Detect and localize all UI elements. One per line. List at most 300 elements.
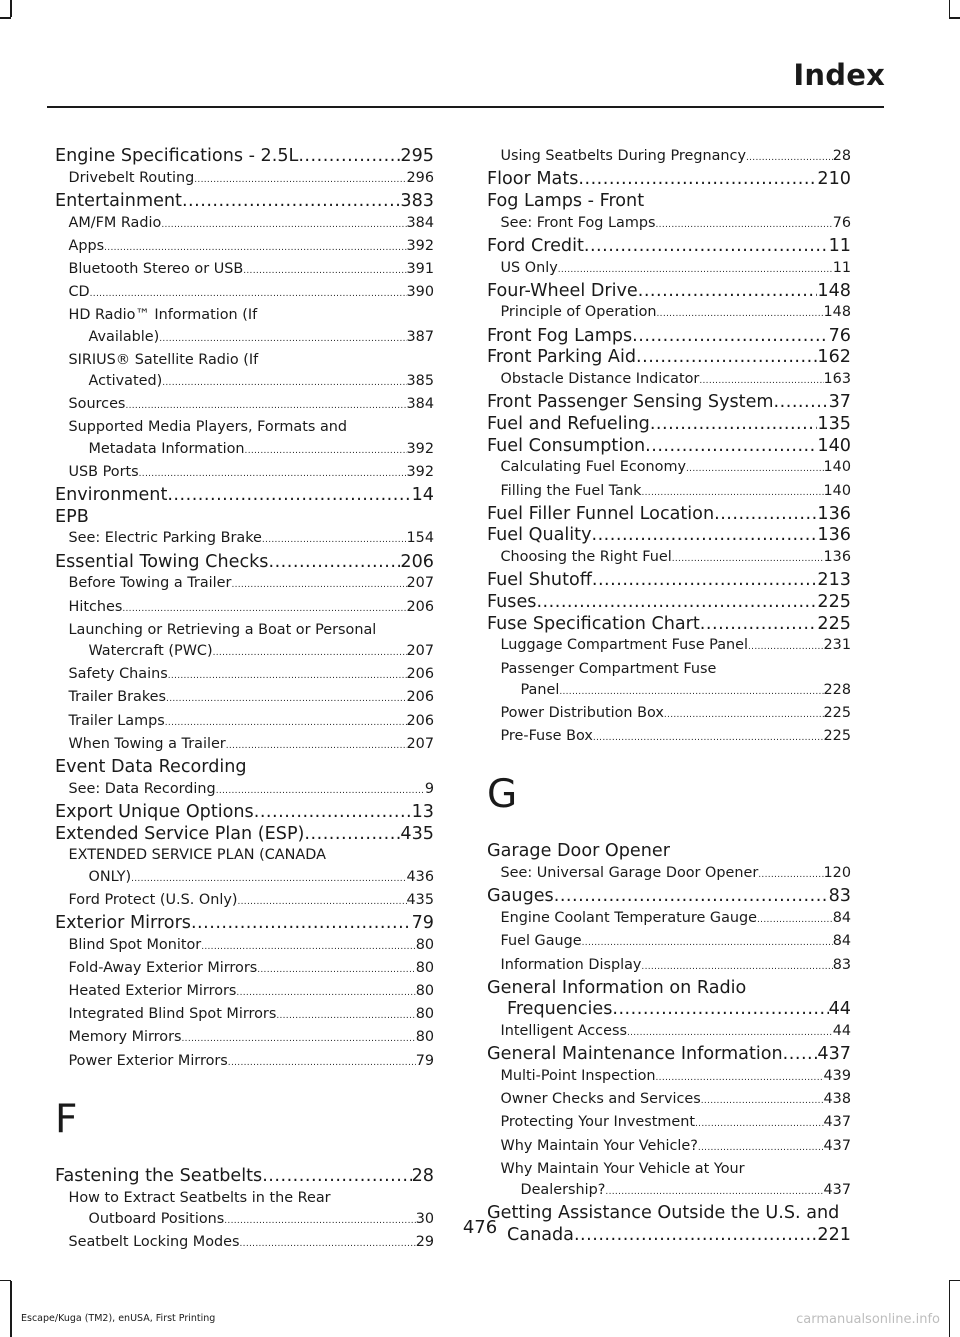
index-subentry <box>55 1004 434 1027</box>
entry-label: Intelligent Access <box>500 1023 627 1040</box>
dot-leader <box>194 168 406 191</box>
dot-leader <box>125 394 406 417</box>
index-entry <box>487 570 851 592</box>
dot-leader <box>276 1004 415 1027</box>
entry-label: Information Display <box>500 956 642 973</box>
page-ref: 136 <box>823 549 851 566</box>
page-ref: 30 <box>415 1210 434 1227</box>
dot-leader <box>161 213 406 236</box>
entry-label: Memory Mirrors <box>68 1029 182 1046</box>
index-column-left <box>55 146 434 1255</box>
dot-leader <box>298 146 400 168</box>
index-subentry <box>55 394 434 417</box>
dot-leader <box>699 369 823 392</box>
dot-leader <box>632 326 828 348</box>
dot-leader <box>558 258 833 281</box>
page-title: Index <box>793 58 885 92</box>
index-subentry <box>55 168 434 191</box>
entry-label: Entertainment <box>55 190 182 211</box>
index-entry <box>487 592 851 614</box>
entry-label: Using Seatbelts During Pregnancy <box>500 148 746 164</box>
entry-label: Fuse Specification Chart <box>487 613 700 634</box>
index-subentry <box>487 659 851 703</box>
index-subentry <box>487 547 851 570</box>
dot-leader <box>167 485 411 507</box>
entry-label: Essential Towing Checks <box>55 551 269 572</box>
index-entry <box>487 326 851 348</box>
dot-leader <box>268 552 400 574</box>
entry-label: Getting Assistance Outside the U.S. and <box>487 1203 840 1224</box>
page-ref: 28 <box>832 148 851 164</box>
index-subentry <box>487 457 851 480</box>
section-letter: F <box>55 1096 78 1142</box>
dot-leader <box>243 259 406 282</box>
page-ref: 140 <box>823 459 851 476</box>
page-ref: 296 <box>406 169 434 186</box>
index-entry <box>487 281 851 303</box>
dot-leader <box>122 597 406 620</box>
entry-label: Integrated Blind Spot Mirrors <box>68 1006 277 1023</box>
dot-leader <box>592 570 818 592</box>
entry-label: Filling the Fuel Tank <box>500 482 642 499</box>
index-subentry <box>55 620 434 664</box>
index-subentry <box>55 282 434 305</box>
page-ref: 206 <box>406 598 434 615</box>
index-entry <box>55 824 434 846</box>
entry-label: Principle of Operation <box>500 304 657 321</box>
entry-label: Engine Specifications - 2.5L <box>55 146 299 166</box>
index-column-right <box>487 146 851 1247</box>
page-ref: 37 <box>828 392 851 413</box>
entry-label: Apps <box>68 237 105 254</box>
page-ref: 79 <box>415 1052 434 1069</box>
entry-label: Fuel and Refueling <box>487 413 650 434</box>
entry-label: See: Front Fog Lamps <box>500 214 656 231</box>
page-ref: 76 <box>832 214 851 231</box>
dot-leader <box>758 863 823 886</box>
page-ref: 29 <box>415 1233 434 1250</box>
page-ref: 80 <box>415 959 434 976</box>
page-ref: 79 <box>411 912 434 933</box>
page-ref: 140 <box>817 435 851 456</box>
entry-label: Ford Protect (U.S. Only) <box>68 891 238 908</box>
dot-leader <box>159 327 406 350</box>
entry-label: Front Passenger Sensing System <box>487 392 774 413</box>
page-ref: 221 <box>817 1224 851 1245</box>
page-ref: 207 <box>406 642 434 659</box>
index-entry <box>487 525 851 547</box>
entry-continuation <box>69 641 435 664</box>
entry-label: Passenger Compartment Fuse <box>500 660 717 677</box>
entry-label: Choosing the Right Fuel <box>500 549 672 566</box>
entry-label: Fuel Shutoff <box>487 570 592 591</box>
entry-label: Fuel Consumption <box>487 435 646 456</box>
index-subentry <box>487 146 851 169</box>
page-ref: 84 <box>832 910 851 927</box>
page-ref: 11 <box>832 259 851 276</box>
dot-leader <box>559 680 823 703</box>
index-subentry <box>55 528 434 551</box>
entry-label: Fold-Away Exterior Mirrors <box>68 959 258 976</box>
entry-label: SIRIUS® Satellite Radio (If <box>68 351 259 368</box>
entry-label: Activated) <box>88 373 163 390</box>
page-ref: 435 <box>400 823 434 844</box>
page-ref: 162 <box>817 347 851 368</box>
entry-label: AM/FM Radio <box>68 214 162 231</box>
dot-leader <box>90 282 407 305</box>
page-ref: 80 <box>415 936 434 953</box>
entry-label: See: Electric Parking Brake <box>68 530 262 547</box>
index-entry <box>55 191 434 213</box>
dot-leader <box>213 641 407 664</box>
dot-leader <box>228 1051 416 1074</box>
page-ref: 120 <box>823 865 851 882</box>
index-subentry <box>487 726 851 749</box>
entry-label: When Towing a Trailer <box>68 735 226 752</box>
dot-leader <box>714 504 817 526</box>
entry-label: EXTENDED SERVICE PLAN (CANADA <box>68 847 326 864</box>
index-subentry <box>55 597 434 620</box>
page-ref: 44 <box>828 999 851 1020</box>
index-subentry <box>487 908 851 931</box>
entry-label: Luggage Compartment Fuse Panel <box>500 637 748 654</box>
entry-label: HD Radio™ Information (If <box>68 307 258 324</box>
index-entry <box>487 504 851 526</box>
entry-label: Environment <box>55 485 168 506</box>
page-ref: 437 <box>823 1114 851 1131</box>
entry-label: Trailer Lamps <box>68 712 165 729</box>
index-entry <box>487 614 851 636</box>
entry-continuation <box>501 680 852 703</box>
index-subentry <box>55 236 434 259</box>
dot-leader <box>700 614 818 636</box>
dot-leader <box>236 981 415 1004</box>
header-divider <box>47 106 884 108</box>
entry-label: Power Distribution Box <box>500 705 664 722</box>
page-ref: 28 <box>411 1165 434 1186</box>
index-subentry <box>55 573 434 596</box>
page-ref: 154 <box>406 530 434 547</box>
page-ref: 391 <box>406 261 434 278</box>
entry-label: Bluetooth Stereo or USB <box>68 261 244 278</box>
page-ref: 387 <box>406 328 434 345</box>
index-entry <box>487 1044 851 1066</box>
page-ref: 439 <box>823 1068 851 1085</box>
crop-mark <box>949 17 960 19</box>
entry-label: Why Maintain Your Vehicle at Your <box>500 1160 745 1177</box>
entry-label: Dealership? <box>520 1182 606 1199</box>
page-ref: 206 <box>406 689 434 706</box>
index-subentry <box>487 369 851 392</box>
index-entry <box>487 886 851 908</box>
dot-leader <box>131 867 406 890</box>
entry-label: Event Data Recording <box>55 756 247 777</box>
page-ref: 392 <box>406 463 434 480</box>
index-subentry <box>55 845 434 889</box>
dot-leader <box>582 931 833 954</box>
index-entry <box>487 436 851 458</box>
entry-label: Owner Checks and Services <box>500 1091 701 1108</box>
entry-label: Fuses <box>487 592 537 613</box>
index-entry <box>487 392 851 414</box>
dot-leader <box>104 236 406 259</box>
entry-label: Sources <box>68 396 126 413</box>
page-ref: 80 <box>415 1029 434 1046</box>
dot-leader <box>695 1112 824 1135</box>
page-ref: 207 <box>406 735 434 752</box>
index-subentry <box>487 302 851 325</box>
crop-mark <box>0 1280 11 1282</box>
dot-leader <box>216 779 425 802</box>
entry-continuation <box>69 439 435 462</box>
dot-leader <box>593 726 824 749</box>
index-entry <box>487 978 851 1021</box>
index-subentry <box>55 935 434 958</box>
dot-leader <box>191 913 412 935</box>
dot-leader <box>226 734 407 757</box>
page-ref: 206 <box>406 712 434 729</box>
index-entry <box>55 1166 434 1188</box>
dot-leader <box>237 890 406 913</box>
dot-leader <box>166 687 407 710</box>
index-subentry <box>487 1021 851 1044</box>
index-subentry <box>55 711 434 734</box>
page-ref: 438 <box>823 1091 851 1108</box>
crop-mark <box>0 17 11 19</box>
page-ref: 148 <box>817 280 851 301</box>
dot-leader <box>162 371 406 394</box>
page-ref: 392 <box>406 440 434 457</box>
page-ref: 213 <box>817 570 851 591</box>
entry-label: Extended Service Plan (ESP) <box>55 823 305 844</box>
entry-label: Fastening the Seatbelts <box>55 1165 263 1186</box>
entry-label: Panel <box>520 681 560 698</box>
dot-leader <box>139 462 407 485</box>
entry-label: Calculating Fuel Economy <box>500 459 686 476</box>
entry-label: EPB <box>55 506 89 527</box>
page-ref: 80 <box>415 1006 434 1023</box>
page-ref: 437 <box>823 1182 851 1199</box>
index-subentry <box>55 734 434 757</box>
dot-leader <box>168 664 407 687</box>
dot-leader <box>578 169 817 191</box>
entry-label: General Maintenance Information <box>487 1044 783 1065</box>
page-ref: 225 <box>823 705 851 722</box>
page-ref: 83 <box>828 886 851 907</box>
index-subentry <box>487 1136 851 1159</box>
entry-label: USB Ports <box>68 463 139 480</box>
index-entry <box>55 485 434 507</box>
index-subentry <box>55 664 434 687</box>
dot-leader <box>182 1027 416 1050</box>
section-letter: G <box>487 772 518 818</box>
page-ref: 136 <box>817 503 851 524</box>
index-entry <box>55 507 434 529</box>
index-subentry <box>55 305 434 349</box>
footer-text: Escape/Kuga (TM2), enUSA, First Printing <box>21 1313 216 1324</box>
page-ref: 225 <box>817 592 851 613</box>
entry-label: Engine Coolant Temperature Gauge <box>500 910 758 927</box>
index-subentry <box>55 213 434 236</box>
page-ref: 390 <box>406 284 434 301</box>
index-subentry <box>487 1066 851 1089</box>
entry-continuation <box>69 327 435 350</box>
dot-leader <box>656 213 833 236</box>
dot-leader <box>664 703 824 726</box>
dot-leader <box>757 908 833 931</box>
watermark: carmanualsonline.info <box>796 1312 940 1327</box>
page-ref: 437 <box>817 1044 851 1065</box>
entry-label: Exterior Mirrors <box>55 912 191 933</box>
entry-label: Watercraft (PWC) <box>88 642 213 659</box>
page-ref: 435 <box>406 891 434 908</box>
entry-label: Canada <box>507 1224 574 1245</box>
dot-leader <box>612 999 828 1021</box>
dot-leader <box>656 1066 824 1089</box>
entry-label: See: Universal Garage Door Opener <box>500 865 759 882</box>
dot-leader <box>641 481 823 504</box>
dot-leader <box>641 955 832 978</box>
entry-label: Front Parking Aid <box>487 347 637 368</box>
entry-label: Before Towing a Trailer <box>68 575 232 592</box>
dot-leader <box>554 886 829 908</box>
entry-label: Trailer Brakes <box>68 689 167 706</box>
entry-label: Floor Mats <box>487 169 579 190</box>
page-ref: 206 <box>400 551 434 572</box>
entry-continuation <box>69 371 435 394</box>
dot-leader <box>657 302 824 325</box>
page-ref: 140 <box>823 482 851 499</box>
dot-leader <box>672 547 824 570</box>
dot-leader <box>638 281 818 303</box>
index-entry <box>55 913 434 935</box>
index-subentry <box>55 350 434 394</box>
page-ref: 384 <box>406 396 434 413</box>
dot-leader <box>304 824 400 846</box>
page-ref: 384 <box>406 214 434 231</box>
page-ref: 383 <box>400 190 434 211</box>
crop-mark <box>10 0 12 17</box>
index-subentry <box>487 213 851 236</box>
crop-mark <box>10 1281 12 1337</box>
page-ref: 207 <box>406 575 434 592</box>
entry-label: CD <box>68 284 90 301</box>
index-subentry <box>55 981 434 1004</box>
dot-leader <box>686 457 824 480</box>
dot-leader <box>748 635 824 658</box>
entry-label: Front Fog Lamps <box>487 325 633 346</box>
dot-leader <box>774 392 829 414</box>
page-ref: 80 <box>415 983 434 1000</box>
entry-label: Blind Spot Monitor <box>68 936 202 953</box>
dot-leader <box>701 1089 824 1112</box>
page-ref: 14 <box>411 485 434 506</box>
index-subentry <box>487 481 851 504</box>
entry-label: Frequencies <box>507 999 613 1020</box>
dot-leader <box>636 347 817 369</box>
page-ref: 225 <box>817 613 851 634</box>
page-ref: 11 <box>828 235 851 256</box>
index-entry <box>487 169 851 191</box>
dot-leader <box>245 439 407 462</box>
page-ref: 206 <box>406 666 434 683</box>
entry-label: Heated Exterior Mirrors <box>68 983 237 1000</box>
index-entry <box>487 191 851 213</box>
index-subentry <box>487 1089 851 1112</box>
page-ref: 385 <box>406 373 434 390</box>
entry-label: Power Exterior Mirrors <box>68 1052 228 1069</box>
page-ref: 83 <box>832 956 851 973</box>
index-entry <box>487 236 851 258</box>
entry-label: US Only <box>500 259 558 276</box>
dot-leader <box>698 1136 824 1159</box>
dot-leader <box>165 711 407 734</box>
entry-label: Four-Wheel Drive <box>487 280 638 301</box>
entry-label: Hitches <box>68 598 123 615</box>
index-subentry <box>487 258 851 281</box>
dot-leader <box>645 436 817 458</box>
entry-continuation <box>501 1180 852 1203</box>
page-ref: 44 <box>832 1023 851 1040</box>
page-ref: 436 <box>406 868 434 885</box>
entry-label: Supported Media Players, Formats and <box>68 419 348 436</box>
crop-mark <box>949 1281 951 1337</box>
page-ref: 9 <box>424 780 434 797</box>
page-number: 476 <box>462 1217 498 1238</box>
index-subentry <box>487 703 851 726</box>
entry-label: Safety Chains <box>68 666 168 683</box>
entry-label: Seatbelt Locking Modes <box>68 1233 240 1250</box>
index-subentry <box>55 417 434 461</box>
entry-label: Obstacle Distance Indicator <box>500 371 700 388</box>
index-subentry <box>487 635 851 658</box>
dot-leader <box>536 592 817 614</box>
page-ref: 437 <box>823 1137 851 1154</box>
dot-leader <box>254 802 412 824</box>
entry-label: Pre-Fuse Box <box>500 728 593 745</box>
index-entry <box>55 552 434 574</box>
entry-label: General Information on Radio <box>487 977 747 998</box>
page-ref: 84 <box>832 933 851 950</box>
dot-leader <box>605 1180 823 1203</box>
entry-label: Outboard Positions <box>88 1210 225 1227</box>
page-ref: 392 <box>406 237 434 254</box>
index-subentry <box>55 958 434 981</box>
index-entry <box>487 347 851 369</box>
entry-continuation <box>69 867 435 890</box>
entry-label: Gauges <box>487 886 554 907</box>
entry-label: Available) <box>88 328 160 345</box>
entry-label: Ford Credit <box>487 235 584 256</box>
page-ref: 225 <box>823 728 851 745</box>
page-ref: 148 <box>823 304 851 321</box>
dot-leader <box>591 525 817 547</box>
index-entry <box>55 802 434 824</box>
entry-label: Metadata Information <box>88 440 245 457</box>
page-ref: 231 <box>823 637 851 654</box>
page-ref: 136 <box>817 525 851 546</box>
dot-leader <box>783 1044 818 1066</box>
dot-leader <box>584 236 829 258</box>
page-ref: 228 <box>823 681 851 698</box>
dot-leader <box>262 1166 411 1188</box>
index-subentry <box>55 890 434 913</box>
entry-label: Drivebelt Routing <box>68 169 195 186</box>
page-ref: 295 <box>400 146 434 166</box>
entry-label: ONLY) <box>88 868 132 885</box>
dot-leader <box>231 573 406 596</box>
entry-label: Garage Door Opener <box>487 841 670 862</box>
